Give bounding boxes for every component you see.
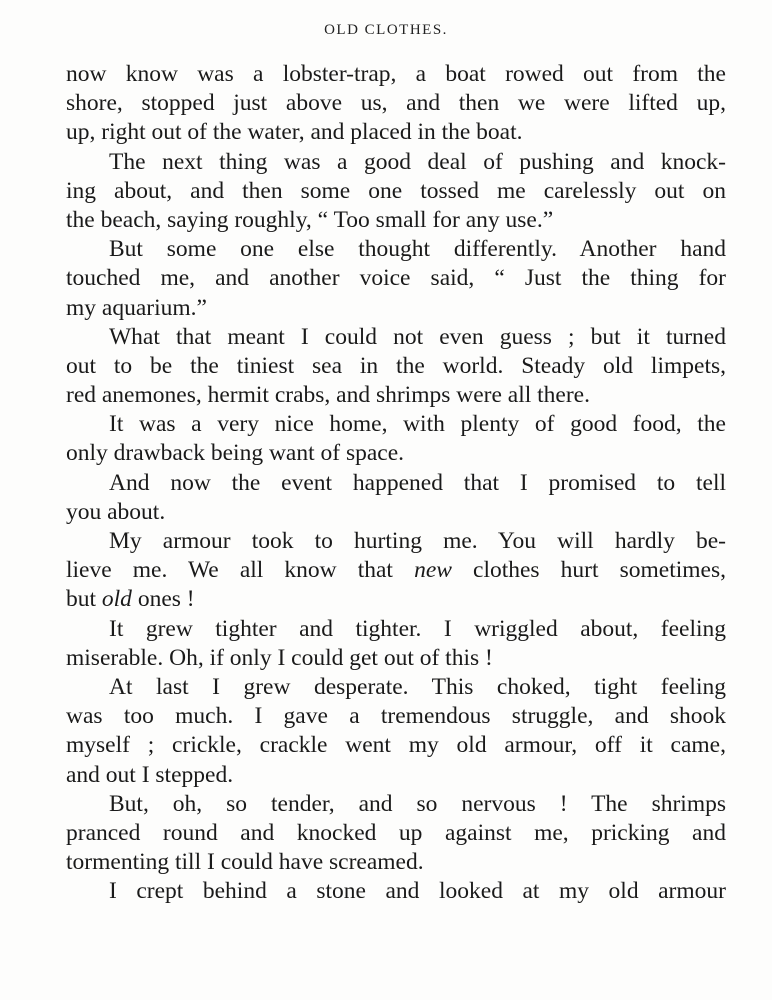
text-line: only drawback being want of space. xyxy=(66,440,405,467)
text-line: What that meant I could not even guess ; but it turned xyxy=(109,323,726,350)
text-line: myself ; crickle, crackle went my old armour, off it came, xyxy=(66,732,726,759)
text-line: red anemones, hermit crabs, and shrimps were all there. xyxy=(66,382,590,409)
text-line: ing about, and then some one tossed me carelessly out on xyxy=(66,177,726,204)
text-line: out to be the tiniest sea in the world. Steady old limpets, xyxy=(66,352,726,379)
text-segment: lieve me. We all know that xyxy=(66,557,415,584)
text-line: The next thing was a good deal of pushing and knock- xyxy=(109,148,726,175)
text-line: my aquarium.” xyxy=(66,294,207,321)
text-line: shore, stopped just above us, and then we were lifted up, xyxy=(66,90,726,117)
text-line: miserable. Oh, if only I could get out of this ! xyxy=(66,644,493,671)
text-line: the beach, saying roughly, “ Too small for any use.” xyxy=(66,206,554,233)
text-line: pranced round and knocked up against me, pricking and xyxy=(66,819,726,846)
text-line: But, oh, so tender, and so nervous ! The shrimps xyxy=(109,790,726,817)
text-line: and out I stepped. xyxy=(66,761,234,788)
text-line: tormenting till I could have screamed. xyxy=(66,849,424,876)
text-line: I crept behind a stone and looked at my old armour xyxy=(109,878,726,905)
text-segment: ones ! xyxy=(131,586,195,613)
text-line: My armour took to hurting me. You will hardly be- xyxy=(109,528,726,554)
text-line: now know was a lobster-trap, a boat rowed out from the xyxy=(66,61,726,87)
running-head: OLD CLOTHES. xyxy=(324,22,448,38)
text-line: was too much. I gave a tremendous struggle, and shook xyxy=(66,703,726,730)
text-line: And now the event happened that I promised to tell xyxy=(109,469,726,496)
text-line: At last I grew desperate. This choked, tight feeling xyxy=(109,673,726,700)
italic-word: new xyxy=(414,557,452,584)
text-line: It grew tighter and tighter. I wriggled about, feeling xyxy=(109,615,726,642)
body-text xyxy=(66,60,726,906)
text-segment: clothes hurt sometimes, xyxy=(473,557,726,584)
italic-word: old xyxy=(101,586,132,613)
text-line: you about. xyxy=(66,498,166,525)
text-segment: but xyxy=(66,586,102,613)
text-line xyxy=(66,585,726,614)
text-line xyxy=(66,556,726,585)
text-line: It was a very nice home, with plenty of good food, the xyxy=(109,411,726,438)
text-line: But some one else thought differently. Another hand xyxy=(109,236,726,263)
text-line: up, right out of the water, and placed in the boat. xyxy=(66,119,523,146)
text-line: touched me, and another voice said, “ Just the thing for xyxy=(66,265,726,292)
